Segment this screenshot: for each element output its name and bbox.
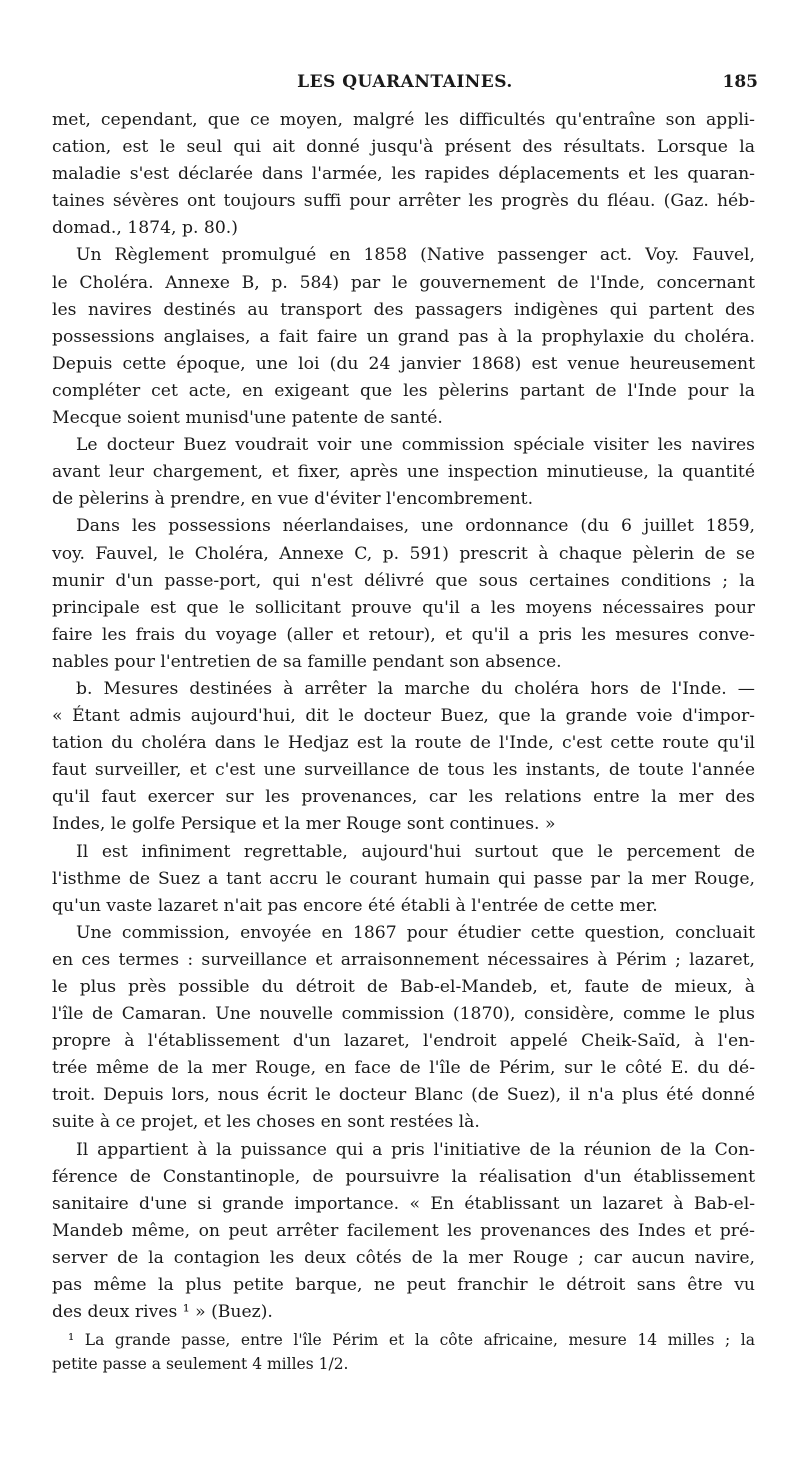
text-line: tation du choléra dans le Hedjaz est la route de l'Inde, c'est cette route qu'il: [52, 733, 755, 754]
text-line: Mecque soient munisd'une patente de santé.: [52, 408, 443, 429]
text-line: l'île de Camaran. Une nouvelle commission (1870), considère, comme le plus: [52, 1004, 755, 1025]
text-line: Une commission, envoyée en 1867 pour étudier cette question, concluait: [76, 922, 755, 943]
footnotes: [52, 1328, 755, 1376]
text-line: avant leur chargement, et fixer, après une inspection minutieuse, la quantité: [52, 462, 755, 483]
text-line: qu'il faut exercer sur les provenances, car les relations entre la mer des: [52, 787, 755, 808]
text-line: faire les frais du voyage (aller et retour), et qu'il a pris les mesures conve-: [52, 624, 755, 645]
text-line: le Choléra. Annexe B, p. 584) par le gouvernement de l'Inde, concernant: [52, 272, 755, 293]
footnote-line: ¹ La grande passe, entre l'île Périm et la côte africaine, mesure 14 milles ; la: [68, 1331, 755, 1349]
text-line: taines sévères ont toujours suffi pour arrêter les progrès du fléau. (Gaz. héb-: [52, 191, 755, 212]
text-line: les navires destinés au transport des passagers indigènes qui partent des: [52, 299, 755, 320]
text-line: munir d'un passe-port, qui n'est délivré que sous certaines conditions ; la: [52, 570, 755, 591]
text-line: le plus près possible du détroit de Bab-el-Mandeb, et, faute de mieux, à: [52, 977, 755, 997]
text-line: Depuis cette époque, une loi (du 24 janvier 1868) est venue heureusement: [52, 353, 755, 374]
text-line: propre à l'établissement d'un lazaret, l'endroit appelé Cheik-Saïd, à l'en-: [52, 1031, 755, 1052]
text-line: compléter cet acte, en exigeant que les pèlerins partant de l'Inde pour la: [52, 380, 755, 401]
footnote-line: petite passe a seulement 4 milles 1/2.: [52, 1355, 349, 1373]
text-line: nables pour l'entretien de sa famille pendant son absence.: [52, 651, 562, 672]
text-line: qu'un vaste lazaret n'ait pas encore été établi à l'entrée de cette mer.: [52, 895, 658, 916]
text-line: server de la contagion les deux côtés de la mer Rouge ; car aucun navire,: [52, 1247, 755, 1268]
section-heading: b. Mesures destinées à arrêter la marche du choléra hors de l'Inde. —: [76, 678, 755, 699]
text-line: Indes, le golfe Persique et la mer Rouge sont continues. »: [52, 814, 556, 835]
text-line: trée même de la mer Rouge, en face de l'île de Périm, sur le côté E. du dé-: [52, 1058, 755, 1079]
text-line: de pèlerins à prendre, en vue d'éviter l'encombrement.: [52, 489, 534, 510]
text-line: troit. Depuis lors, nous écrit le docteur Blanc (de Suez), il n'a plus été donné: [52, 1085, 755, 1106]
text-line: férence de Constantinople, de poursuivre la réalisation d'un établissement: [52, 1166, 755, 1187]
text-line: des deux rives ¹ » (Buez).: [52, 1302, 273, 1323]
running-head: [52, 72, 758, 102]
text-line: suite à ce projet, et les choses en sont restées là.: [52, 1112, 480, 1133]
text-line: en ces termes : surveillance et arraisonnement nécessaires à Périm ; lazaret,: [52, 949, 755, 970]
text-line: pas même la plus petite barque, ne peut franchir le détroit sans être vu: [52, 1275, 755, 1296]
text-line: Le docteur Buez voudrait voir une commission spéciale visiter les navires: [76, 435, 755, 456]
running-title: LES QUARANTAINES.: [297, 72, 513, 92]
text-line: Il appartient à la puissance qui a pris l'initiative de la réunion de la Con-: [76, 1139, 755, 1160]
text-line: faut surveiller, et c'est une surveillance de tous les instants, de toute l'année: [52, 760, 755, 781]
text-line: Mandeb même, on peut arrêter facilement les provenances des Indes et pré-: [52, 1220, 755, 1241]
page-number: 185: [722, 72, 758, 92]
text-line: domad., 1874, p. 80.): [52, 218, 238, 239]
text-line: met, cependant, que ce moyen, malgré les difficultés qu'entraîne son appli-: [52, 110, 755, 130]
text-line: Un Règlement promulgué en 1858 (Native passenger act. Voy. Fauvel,: [76, 245, 755, 266]
text-line: sanitaire d'une si grande importance. « En établissant un lazaret à Bab-el-: [52, 1193, 755, 1214]
text-line: possessions anglaises, a fait faire un grand pas à la prophylaxie du choléra.: [52, 326, 755, 347]
text-line: « Étant admis aujourd'hui, dit le docteur Buez, que la grande voie d'impor-: [52, 706, 755, 727]
text-line: l'isthme de Suez a tant accru le courant humain qui passe par la mer Rouge,: [52, 868, 755, 889]
text-line: Dans les possessions néerlandaises, une ordonnance (du 6 juillet 1859,: [76, 516, 755, 537]
text-line: principale est que le sollicitant prouve qu'il a les moyens nécessaires pour: [52, 597, 755, 618]
text-line: cation, est le seul qui ait donné jusqu'à présent des résultats. Lorsque la: [52, 137, 755, 158]
text-line: Il est infiniment regrettable, aujourd'hui surtout que le percement de: [76, 841, 755, 862]
body-text: [52, 107, 755, 1326]
text-line: voy. Fauvel, le Choléra, Annexe C, p. 591) prescrit à chaque pèlerin de se: [52, 543, 755, 564]
text-line: maladie s'est déclarée dans l'armée, les rapides déplacements et les quaran-: [52, 164, 755, 185]
